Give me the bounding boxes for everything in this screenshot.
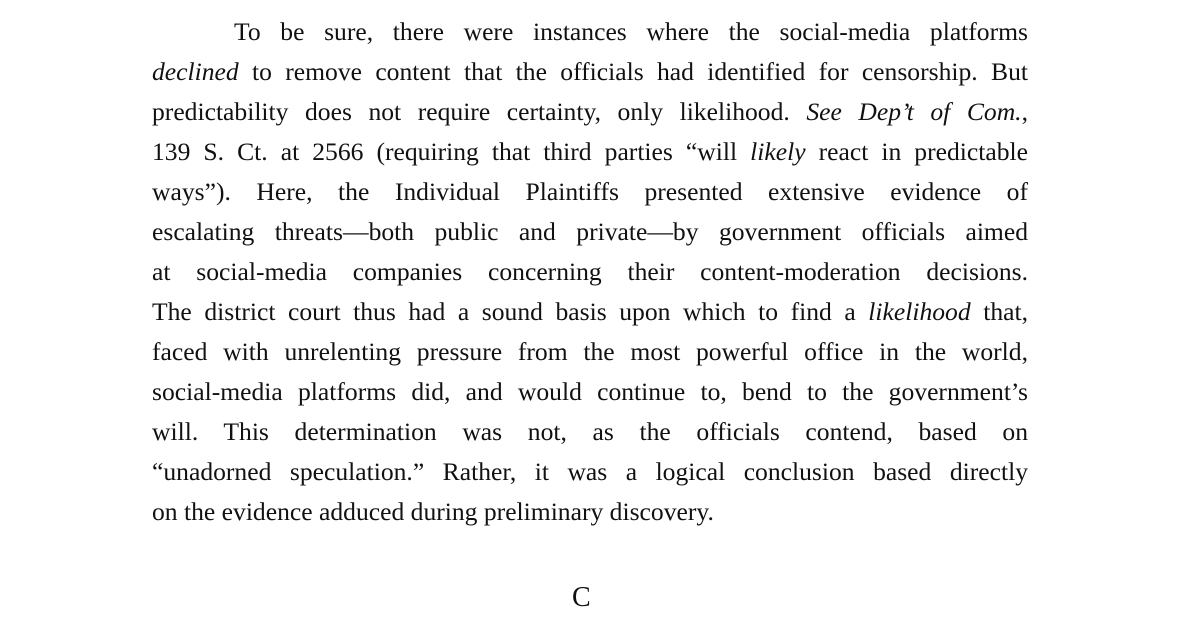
text-line-11: will. This determination was not, as the officials contend, based on [152, 417, 1028, 446]
text-line-9: faced with unrelenting pressure from the most powerful office in the world, [152, 337, 1028, 366]
text-line-5: ways”). Here, the Individual Plaintiffs presented extensive evidence of [152, 177, 1028, 206]
italic-likelihood: likelihood [868, 297, 971, 326]
text-line-6: escalating threats—both public and private—by government officials aimed [152, 217, 1028, 246]
text-line-10: social-media platforms did, and would continue to, bend to the government’s [152, 377, 1028, 406]
text-line-13: on the evidence adduced during preliminary discovery. [152, 497, 714, 526]
italic-likely: likely [750, 137, 806, 166]
text-line-2: declined to remove content that the officials had identified for censorship. But [152, 57, 1028, 86]
text-line-4: 139 S. Ct. at 2566 (requiring that third parties “will likely react in predictable [152, 137, 1028, 166]
text-line-8: The district court thus had a sound basis upon which to find a likelihood that, [152, 297, 1028, 326]
text-line-12: “unadorned speculation.” Rather, it was a logical conclusion based directly [152, 457, 1028, 486]
section-heading-letter: C [572, 582, 591, 613]
italic-declined: declined [152, 57, 239, 86]
italic-citation: See Dep’t of Com. [806, 97, 1022, 126]
text-line-7: at social-media companies concerning their content-moderation decisions. [152, 257, 1028, 286]
text-line-3: predictability does not require certainty, only likelihood. See Dep’t of Com., [152, 97, 1028, 126]
text-line-1: To be sure, there were instances where the social-media platforms [234, 17, 1028, 46]
